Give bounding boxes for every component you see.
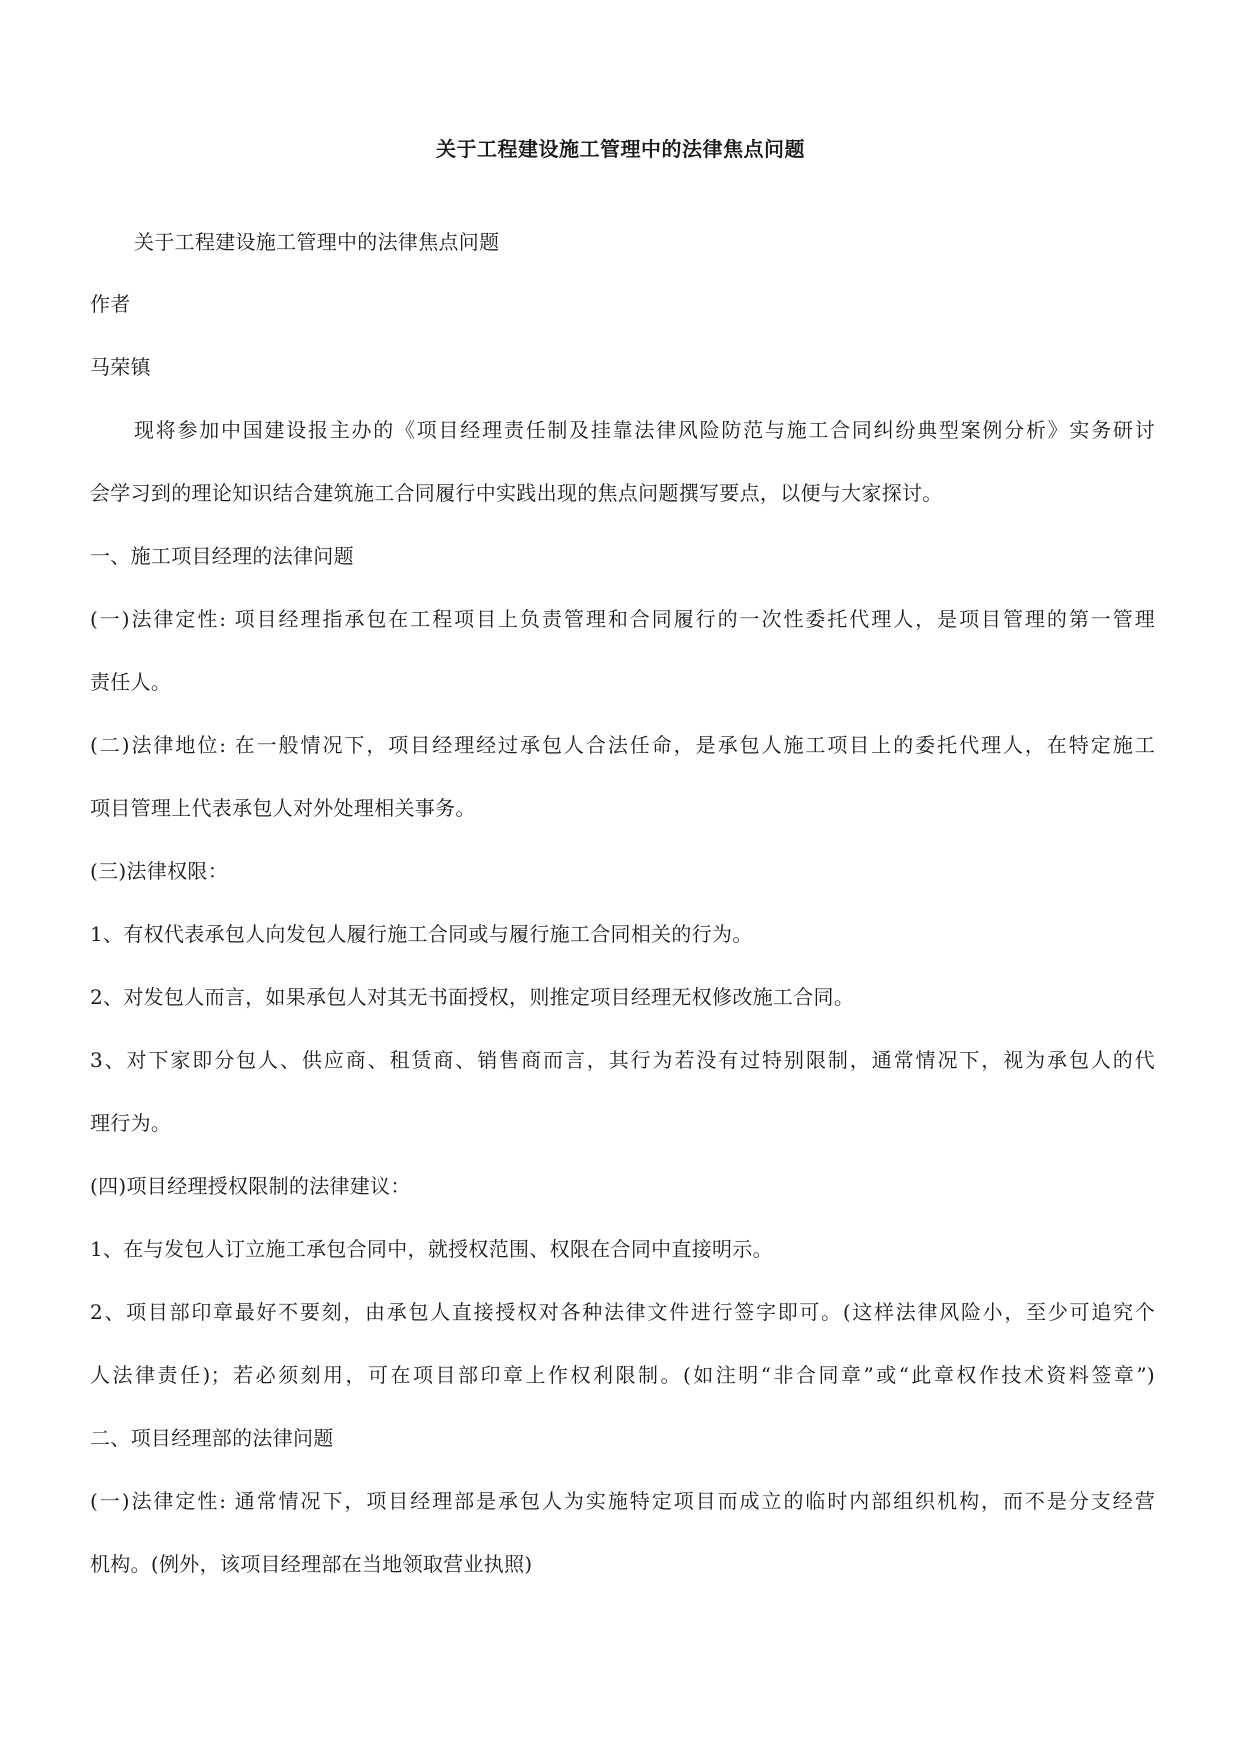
paragraph-line: 机构。(例外，该项目经理部在当地领取营业执照) — [90, 1552, 533, 1576]
list-item: 1、有权代表承包人向发包人履行施工合同或与履行施工合同相关的行为。 — [90, 922, 753, 946]
list-item: 2、项目部印章最好不要刻，由承包人直接授权对各种法律文件进行签字即可。(这样法律风险小，至少可追究个 — [90, 1300, 1155, 1324]
paragraph-line: (二)法律地位: 在一般情况下，项目经理经过承包人合法任命，是承包人施工项目上的委托代理人，在特定施工 — [90, 733, 1155, 757]
author-name: 马荣镇 — [90, 355, 151, 379]
list-item: 2、对发包人而言，如果承包人对其无书面授权，则推定项目经理无权修改施工合同。 — [90, 985, 855, 1009]
subsection-heading: (三)法律权限： — [90, 859, 229, 883]
list-item: 3、对下家即分包人、供应商、租赁商、销售商而言，其行为若没有过特别限制，通常情况下，视为承包人的代 — [90, 1048, 1155, 1072]
paragraph-line: 会学习到的理论知识结合建筑施工合同履行中实践出现的焦点问题撰写要点，以便与大家探讨。 — [90, 481, 943, 505]
list-item-continuation: 人法律责任)；若必须刻用，可在项目部印章上作权利限制。(如注明“非合同章”或“此章权作技术资料签章”) — [90, 1363, 1155, 1387]
paragraph-line: 现将参加中国建设报主办的《项目经理责任制及挂靠法律风险防范与施工合同纠纷典型案例分析》实务研讨 — [134, 418, 1155, 442]
subtitle-line: 关于工程建设施工管理中的法律焦点问题 — [134, 230, 500, 254]
paragraph-line: 项目管理上代表承包人对外处理相关事务。 — [90, 796, 476, 820]
subsection-heading: (四)项目经理授权限制的法律建议： — [90, 1174, 411, 1198]
paragraph-line: (一)法律定性: 项目经理指承包在工程项目上负责管理和合同履行的一次性委托代理人，是项目管理的第一管理 — [90, 607, 1155, 631]
section-heading: 一、施工项目经理的法律问题 — [90, 544, 354, 568]
paragraph-line: (一)法律定性: 通常情况下，项目经理部是承包人为实施特定项目而成立的临时内部组织机构，而不是分支经营 — [90, 1489, 1155, 1513]
list-item-continuation: 理行为。 — [90, 1111, 172, 1135]
paragraph-line: 责任人。 — [90, 670, 172, 694]
document-title: 关于工程建设施工管理中的法律焦点问题 — [436, 137, 805, 161]
list-item: 1、在与发包人订立施工承包合同中，就授权范围、权限在合同中直接明示。 — [90, 1237, 773, 1261]
author-label: 作者 — [90, 292, 131, 316]
section-heading: 二、项目经理部的法律问题 — [90, 1426, 334, 1450]
